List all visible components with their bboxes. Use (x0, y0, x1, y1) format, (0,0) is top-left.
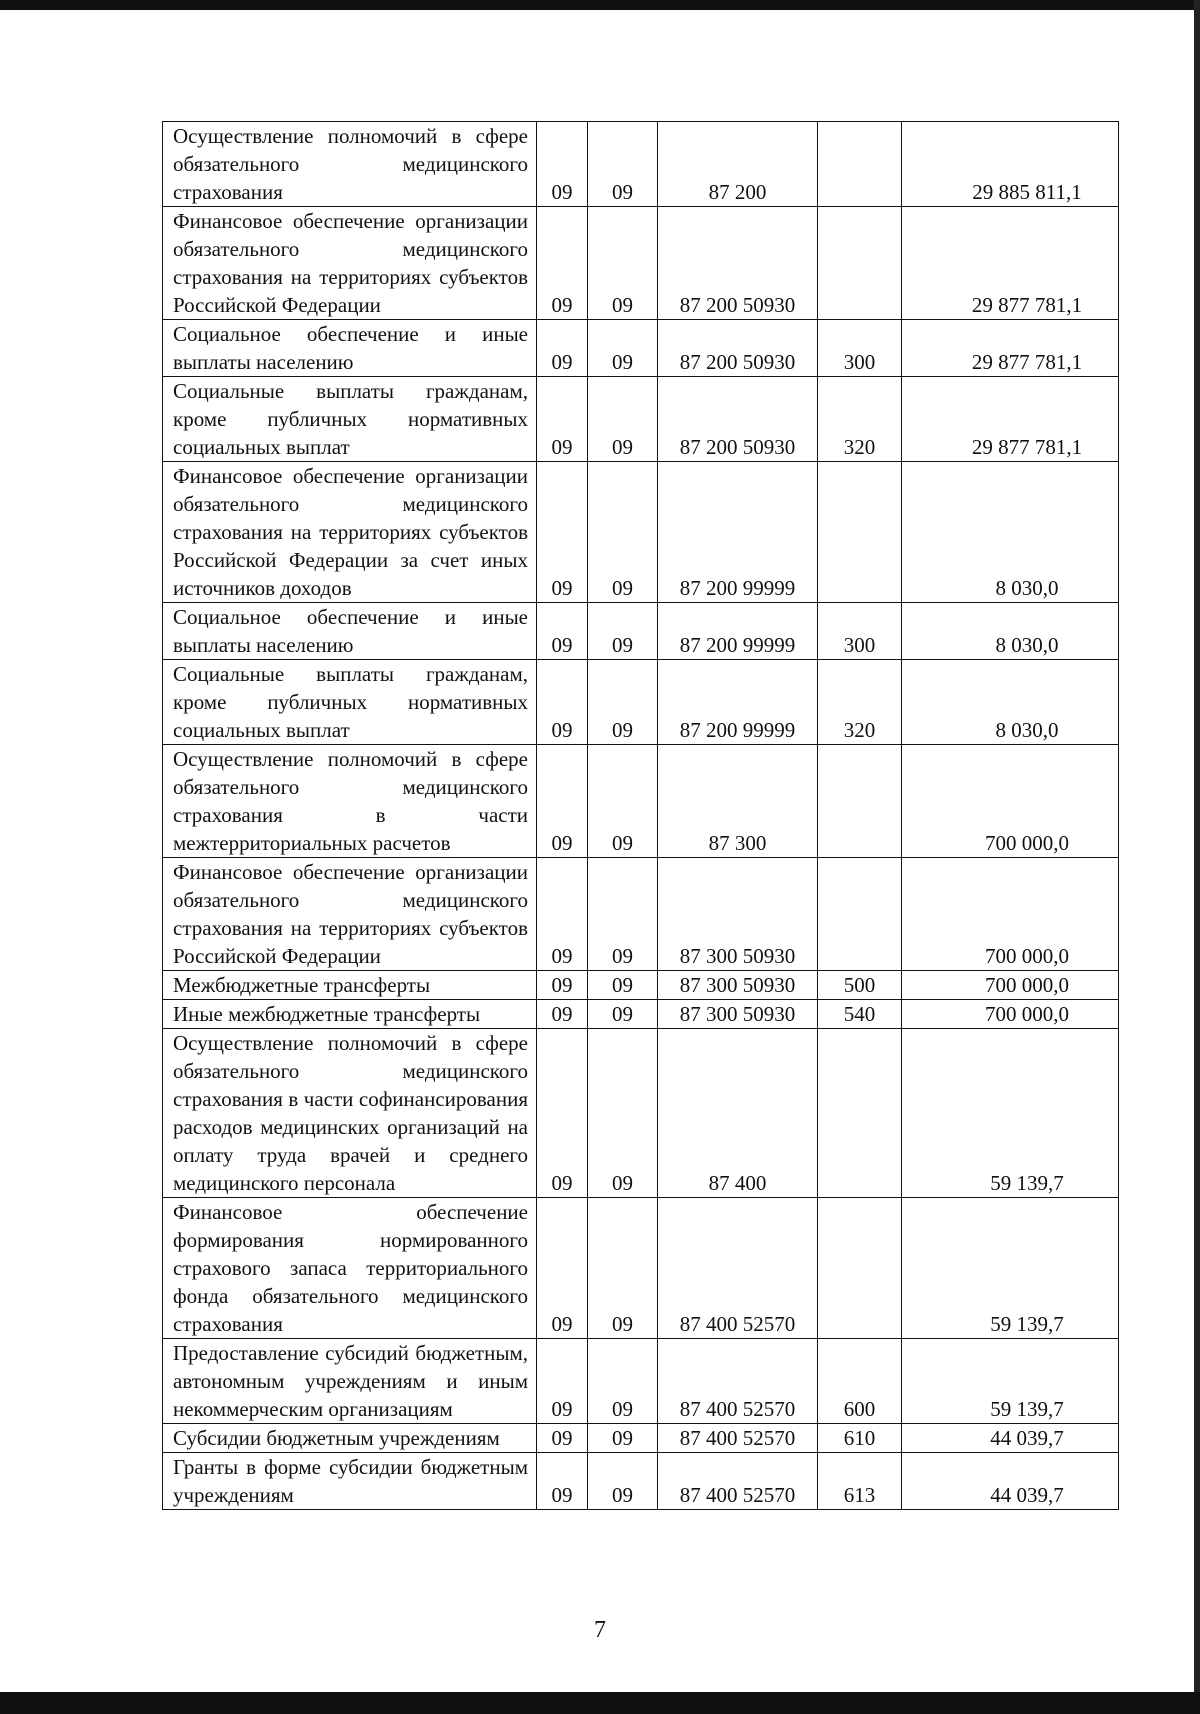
row-description: Финансовое обеспечение организации обязательного медицинского страхования на территориях субъектов Российской Федерации за счет иных источников доходов (163, 462, 537, 603)
row-subsection: 09 (588, 745, 658, 858)
row-section: 09 (537, 377, 588, 462)
table-row (163, 603, 1119, 660)
row-expense-type (818, 858, 902, 971)
row-target-code: 87 200 50930 (658, 377, 818, 462)
row-section: 09 (537, 1453, 588, 1510)
row-expense-type: 320 (818, 377, 902, 462)
row-section: 09 (537, 603, 588, 660)
table-row (163, 745, 1119, 858)
row-section: 09 (537, 1000, 588, 1029)
row-amount: 8 030,0 (902, 462, 1119, 603)
table-row (163, 122, 1119, 207)
row-expense-type: 540 (818, 1000, 902, 1029)
row-amount: 29 885 811,1 (902, 122, 1119, 207)
row-expense-type: 300 (818, 603, 902, 660)
row-section: 09 (537, 1198, 588, 1339)
row-subsection: 09 (588, 660, 658, 745)
budget-table-body (163, 122, 1119, 1510)
row-subsection: 09 (588, 858, 658, 971)
row-expense-type: 610 (818, 1424, 902, 1453)
row-description: Предоставление субсидий бюджетным, автономным учреждениям и иным некоммерческим организациям (163, 1339, 537, 1424)
row-description: Иные межбюджетные трансферты (163, 1000, 537, 1029)
scan-border-right (1194, 0, 1200, 1714)
row-target-code: 87 200 99999 (658, 603, 818, 660)
row-expense-type (818, 1198, 902, 1339)
row-subsection: 09 (588, 122, 658, 207)
row-section: 09 (537, 1339, 588, 1424)
table-row (163, 1029, 1119, 1198)
row-amount: 59 139,7 (902, 1029, 1119, 1198)
row-subsection: 09 (588, 320, 658, 377)
row-target-code: 87 400 (658, 1029, 818, 1198)
row-amount: 29 877 781,1 (902, 377, 1119, 462)
row-subsection: 09 (588, 603, 658, 660)
scan-border-bottom (0, 1692, 1200, 1714)
row-amount: 700 000,0 (902, 745, 1119, 858)
table-row (163, 971, 1119, 1000)
table-row (163, 1000, 1119, 1029)
row-description: Гранты в форме субсидии бюджетным учреждениям (163, 1453, 537, 1510)
row-amount: 8 030,0 (902, 603, 1119, 660)
row-section: 09 (537, 462, 588, 603)
row-target-code: 87 200 (658, 122, 818, 207)
row-section: 09 (537, 122, 588, 207)
row-amount: 59 139,7 (902, 1339, 1119, 1424)
row-description: Финансовое обеспечение организации обязательного медицинского страхования на территориях субъектов Российской Федерации (163, 858, 537, 971)
row-subsection: 09 (588, 1339, 658, 1424)
row-target-code: 87 200 99999 (658, 462, 818, 603)
row-section: 09 (537, 745, 588, 858)
row-expense-type (818, 207, 902, 320)
table-row (163, 1339, 1119, 1424)
row-expense-type (818, 122, 902, 207)
row-target-code: 87 400 52570 (658, 1339, 818, 1424)
row-section: 09 (537, 207, 588, 320)
row-expense-type: 320 (818, 660, 902, 745)
budget-table-container (162, 121, 1118, 1510)
row-target-code: 87 300 50930 (658, 858, 818, 971)
row-target-code: 87 300 50930 (658, 971, 818, 1000)
row-target-code: 87 300 (658, 745, 818, 858)
row-description: Субсидии бюджетным учреждениям (163, 1424, 537, 1453)
row-subsection: 09 (588, 1000, 658, 1029)
row-description: Осуществление полномочий в сфере обязательного медицинского страхования в части межтерриториальных расчетов (163, 745, 537, 858)
row-section: 09 (537, 858, 588, 971)
row-target-code: 87 300 50930 (658, 1000, 818, 1029)
row-amount: 44 039,7 (902, 1424, 1119, 1453)
row-subsection: 09 (588, 1029, 658, 1198)
table-row (163, 207, 1119, 320)
table-row (163, 377, 1119, 462)
row-subsection: 09 (588, 462, 658, 603)
row-expense-type: 613 (818, 1453, 902, 1510)
row-expense-type (818, 1029, 902, 1198)
table-row (163, 1424, 1119, 1453)
row-description: Финансовое обеспечение формирования нормированного страхового запаса территориального фонда обязательного медицинского страхования (163, 1198, 537, 1339)
row-target-code: 87 400 52570 (658, 1453, 818, 1510)
row-amount: 59 139,7 (902, 1198, 1119, 1339)
table-row (163, 858, 1119, 971)
row-target-code: 87 200 99999 (658, 660, 818, 745)
row-target-code: 87 400 52570 (658, 1424, 818, 1453)
row-section: 09 (537, 320, 588, 377)
row-description: Социальные выплаты гражданам, кроме публичных нормативных социальных выплат (163, 377, 537, 462)
table-row (163, 462, 1119, 603)
row-amount: 700 000,0 (902, 858, 1119, 971)
row-section: 09 (537, 660, 588, 745)
row-description: Осуществление полномочий в сфере обязательного медицинского страхования (163, 122, 537, 207)
page-number: 7 (594, 1617, 606, 1643)
row-description: Осуществление полномочий в сфере обязательного медицинского страхования в части софинансирования расходов медицинских организаций на оплату труда врачей и среднего медицинского персонала (163, 1029, 537, 1198)
row-expense-type (818, 462, 902, 603)
row-description: Финансовое обеспечение организации обязательного медицинского страхования на территориях субъектов Российской Федерации (163, 207, 537, 320)
row-subsection: 09 (588, 971, 658, 1000)
row-amount: 700 000,0 (902, 1000, 1119, 1029)
table-row (163, 1198, 1119, 1339)
budget-table (162, 121, 1119, 1510)
row-amount: 44 039,7 (902, 1453, 1119, 1510)
row-target-code: 87 400 52570 (658, 1198, 818, 1339)
row-amount: 29 877 781,1 (902, 207, 1119, 320)
row-section: 09 (537, 971, 588, 1000)
row-subsection: 09 (588, 207, 658, 320)
row-description: Социальное обеспечение и иные выплаты населению (163, 320, 537, 377)
row-subsection: 09 (588, 1198, 658, 1339)
table-row (163, 660, 1119, 745)
row-description: Межбюджетные трансферты (163, 971, 537, 1000)
row-subsection: 09 (588, 1453, 658, 1510)
row-section: 09 (537, 1424, 588, 1453)
row-expense-type: 500 (818, 971, 902, 1000)
row-amount: 29 877 781,1 (902, 320, 1119, 377)
row-section: 09 (537, 1029, 588, 1198)
scan-border-top (0, 0, 1200, 10)
row-amount: 8 030,0 (902, 660, 1119, 745)
row-subsection: 09 (588, 1424, 658, 1453)
row-description: Социальное обеспечение и иные выплаты населению (163, 603, 537, 660)
row-expense-type: 300 (818, 320, 902, 377)
table-row (163, 1453, 1119, 1510)
row-amount: 700 000,0 (902, 971, 1119, 1000)
row-expense-type (818, 745, 902, 858)
table-row (163, 320, 1119, 377)
row-description: Социальные выплаты гражданам, кроме публичных нормативных социальных выплат (163, 660, 537, 745)
row-subsection: 09 (588, 377, 658, 462)
row-target-code: 87 200 50930 (658, 207, 818, 320)
row-expense-type: 600 (818, 1339, 902, 1424)
row-target-code: 87 200 50930 (658, 320, 818, 377)
